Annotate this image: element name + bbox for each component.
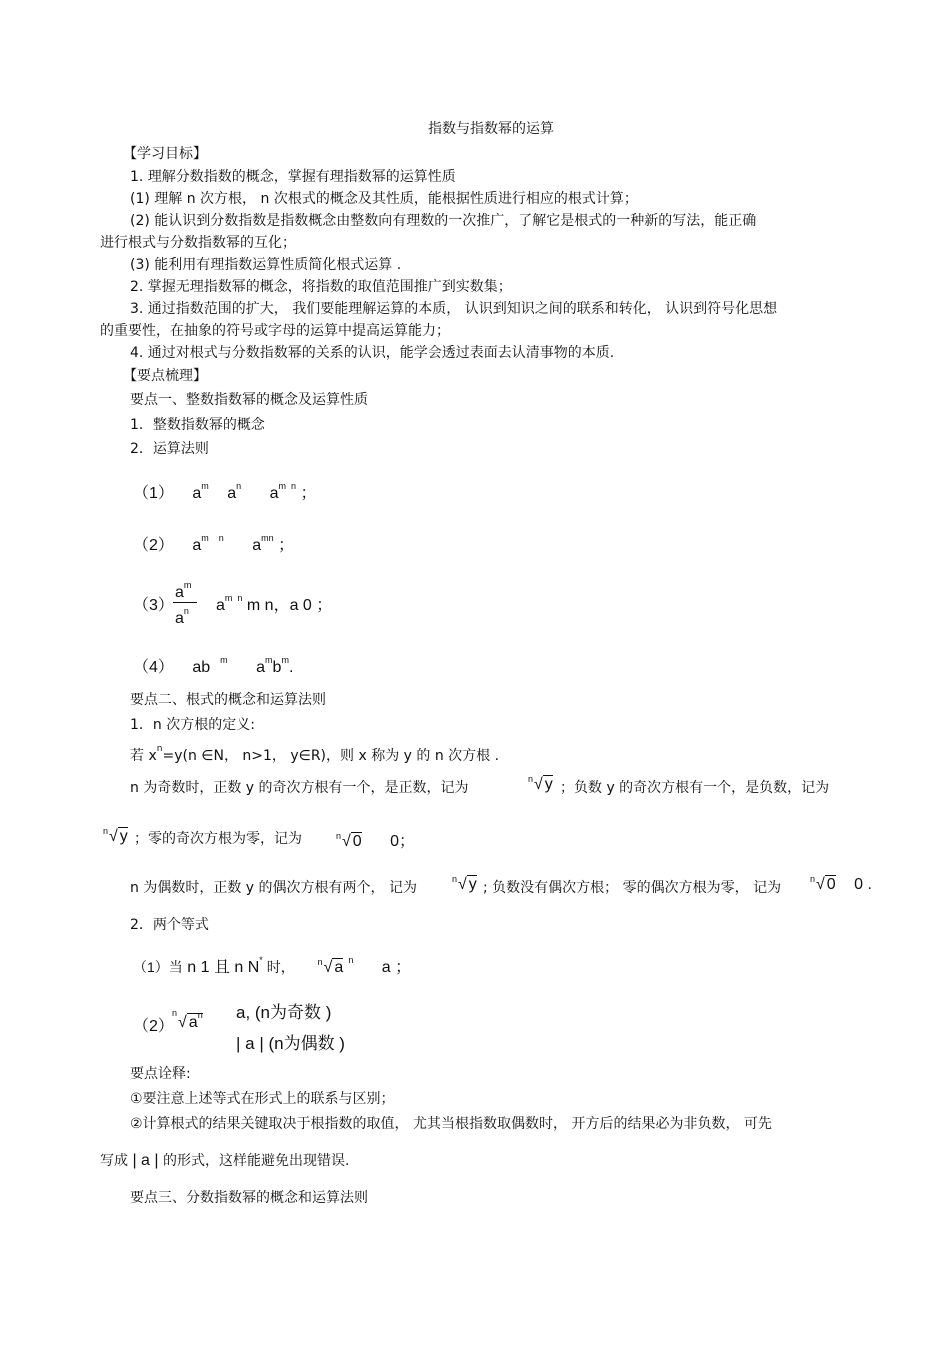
rule-2	[133, 532, 294, 555]
goal-item-1: 1. 理解分数指数的概念，掌握有理指数幂的运算性质	[130, 169, 456, 185]
odd-root-positive-radical: n √ y	[528, 774, 553, 793]
base-a: a	[269, 485, 279, 502]
base-a: a	[175, 584, 184, 601]
period: .	[288, 659, 294, 676]
page-title: 指数与指数幂的运算	[428, 121, 554, 137]
exp-mn: mn	[261, 533, 274, 543]
exp-n: n	[183, 606, 189, 616]
goal-item-3-cont: 的重要性，在抽象的符号或字母的运算中提高运算能力；	[100, 323, 450, 339]
rule-4-label: （4）	[133, 659, 174, 676]
exp-n: n	[348, 955, 354, 965]
note-2-cont	[100, 1152, 349, 1170]
root-index: n	[452, 874, 458, 884]
equation-2-case-even: | a | (n为偶数 )	[236, 1034, 345, 1053]
section-2-item-1: 1．n 次方根的定义:	[130, 717, 255, 733]
radicand-zero: 0	[352, 833, 362, 850]
section-3-heading: 要点三、分数指数幂的概念和运算法则	[130, 1190, 368, 1206]
section-1-item-2: 2．运算法则	[130, 441, 209, 457]
even-root-text-b: ; 负数没有偶次方根； 零的偶次方根为零， 记为	[483, 880, 782, 896]
note-2-prefix: 写成	[100, 1153, 128, 1169]
goal-item-3: 3. 通过指数范围的扩大， 我们要能理解运算的本质， 认识到知识之间的联系和转化， 认识到符号化思想	[130, 301, 778, 317]
equation-2-label: （2）	[133, 1018, 174, 1035]
equation-1-when: 时，	[262, 959, 295, 975]
odd-root-negative-radical: n √ y	[103, 826, 128, 845]
rule-1-label: （1）	[133, 485, 174, 502]
definition-text: =y(n ∈N， n>1， y∈R)，则 x 称为 y 的 n 次方根 .	[162, 748, 500, 764]
goals-heading: 【学习目标】	[123, 146, 207, 162]
base-a: a	[192, 537, 202, 554]
goal-item-1-1: (1) 理解 n 次方根， n 次根式的概念及其性质，能根据性质进行相应的根式计算；	[130, 191, 638, 207]
equation-2-radical: n √ $a^n$	[172, 1008, 203, 1031]
exp-n: n	[291, 481, 297, 491]
base-a: a	[252, 537, 262, 554]
section-2-heading: 要点二、根式的概念和运算法则	[130, 692, 326, 708]
radicand-a: a	[334, 959, 344, 976]
even-root-radical: n √ y	[452, 874, 477, 893]
radicand-y: y	[468, 876, 477, 893]
rule-3-denominator	[175, 606, 189, 628]
base-a: a	[216, 597, 225, 614]
exp-m: m	[281, 655, 289, 665]
exp-m: m	[201, 533, 209, 543]
note-heading: 要点诠释:	[130, 1066, 191, 1082]
base-a: a	[256, 659, 266, 676]
exp-m: m	[220, 655, 228, 665]
note-2-suffix: 的形式，这样能避免出现错误.	[163, 1153, 350, 1169]
rule-2-label: （2）	[133, 537, 174, 554]
note-2: ②计算根式的结果关键取决于根指数的取值， 尤其当根指数取偶数时， 开方后的结果必为非负数， 可先	[130, 1116, 772, 1132]
rule-1	[133, 480, 317, 503]
root-index: n	[103, 826, 109, 836]
exp-m: m	[265, 655, 273, 665]
radicand-y: y	[544, 776, 553, 793]
goal-item-1-3: (3) 能利用有理指数运算性质简化根式运算 .	[130, 257, 402, 273]
even-root-zero-radical: n √ 0 0 .	[810, 874, 872, 893]
radicand-y: y	[119, 828, 128, 845]
semicolon: ；	[300, 485, 317, 502]
odd-root-zero-radical: n √ 0 0；	[336, 831, 416, 850]
exp-m: m	[183, 580, 192, 590]
equation-2-case-odd: a, (n为奇数 )	[236, 1003, 332, 1022]
rule-4	[133, 654, 293, 677]
note-1: ①要注意上述等式在形式上的联系与区别；	[130, 1091, 395, 1107]
even-root-text-a: n 为偶数时，正数 y 的偶次方根有两个， 记为	[130, 880, 417, 896]
exp-m: m	[278, 481, 286, 491]
definition-prefix: 若 x	[130, 748, 157, 764]
rule-3-result	[216, 592, 332, 615]
base-a: a	[227, 485, 237, 502]
base-a: a	[175, 610, 184, 627]
fraction-bar	[173, 602, 197, 603]
nth-root-definition	[130, 740, 499, 765]
goal-item-1-2: (2) 能认识到分数指数是指数概念由整数向有理数的一次推广，了解它是根式的一种新的写法，能正确	[130, 213, 757, 229]
goal-item-4: 4. 通过对根式与分数指数幂的关系的认识，能学会透过表面去认清事物的本质.	[130, 345, 615, 361]
exp-m: m	[201, 481, 209, 491]
equation-1: （1）当 n 1 且 n N* 时， n √ a $^n$ a ；	[133, 955, 412, 976]
base-a: a	[192, 485, 202, 502]
odd-root-text-c: ；零的奇次方根为零，记为	[134, 831, 302, 847]
radicand-zero: 0	[826, 876, 836, 893]
abs-a: | a |	[132, 1152, 159, 1169]
root-index: n	[317, 957, 323, 967]
root-index: n	[528, 774, 534, 784]
rule-3-numerator	[175, 580, 191, 602]
equation-1-result: a ；	[381, 959, 412, 976]
odd-root-text-a: n 为奇数时，正数 y 的奇次方根有一个，是正数，记为	[130, 780, 469, 796]
exp-n: n	[156, 744, 163, 754]
points-heading: 【要点梳理】	[123, 368, 207, 384]
base-ab: ab	[192, 659, 211, 676]
section-1-heading: 要点一、整数指数幂的概念及运算性质	[130, 392, 368, 408]
section-2-item-2: 2．两个等式	[130, 917, 209, 933]
goal-item-2: 2. 掌握无理指数幂的概念，将指数的取值范围推广到实数集；	[130, 279, 512, 295]
exp-m: m	[224, 593, 233, 603]
root-index: n	[810, 874, 816, 884]
equation-1-condition: n 1 且 n N	[187, 959, 260, 976]
zero-result: 0 .	[854, 876, 872, 893]
goal-item-1-2-cont: 进行根式与分数指数幂的互化；	[100, 235, 296, 251]
star-superscript: *	[259, 955, 263, 965]
exp-n: n	[237, 593, 243, 603]
section-1-item-1: 1．整数指数幂的概念	[130, 417, 265, 433]
exp-n: n	[236, 481, 242, 491]
semicolon: ；	[278, 537, 295, 554]
zero-result: 0；	[390, 833, 416, 850]
exp-n: n	[218, 533, 224, 543]
equation-1-label: （1）当	[133, 959, 183, 975]
base-b: b	[272, 659, 282, 676]
radicand-a: a	[188, 1014, 198, 1031]
root-index: n	[336, 831, 342, 841]
rule-3-label: （3）	[133, 597, 174, 614]
root-index: n	[172, 1008, 178, 1018]
rule-3-condition: m n，a 0 ；	[246, 597, 333, 614]
odd-root-text-b: ；负数 y 的奇次方根有一个，是负数，记为	[560, 780, 830, 796]
exp-n: n	[197, 1010, 203, 1020]
